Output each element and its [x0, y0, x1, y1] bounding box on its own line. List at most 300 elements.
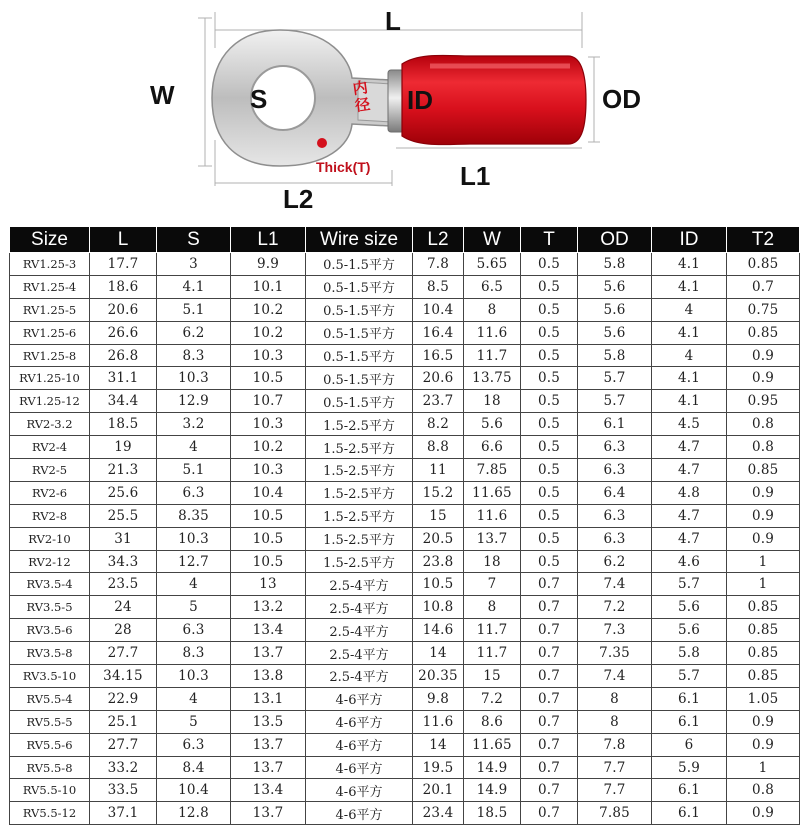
dim-label-w: W — [150, 80, 175, 110]
table-cell: 0.5-1.5平方 — [306, 367, 413, 390]
table-cell: 4.1 — [652, 367, 727, 390]
column-header: W — [464, 227, 521, 253]
table-cell: 0.9 — [727, 733, 800, 756]
table-cell: 0.85 — [727, 596, 800, 619]
table-cell: 0.9 — [727, 367, 800, 390]
table-cell: 10.8 — [413, 596, 464, 619]
table-row — [10, 802, 800, 825]
table-cell: 10.2 — [231, 321, 306, 344]
table-cell: 13.7 — [231, 642, 306, 665]
table-cell: 0.7 — [521, 733, 578, 756]
table-cell: 1.5-2.5平方 — [306, 459, 413, 482]
table-cell: 19 — [90, 436, 157, 459]
table-cell: 0.85 — [727, 253, 800, 276]
table-cell: 20.35 — [413, 665, 464, 688]
table-cell: 0.7 — [521, 710, 578, 733]
table-cell: 4.7 — [652, 504, 727, 527]
table-cell: 4-6平方 — [306, 756, 413, 779]
table-cell: RV3.5-10 — [10, 665, 90, 688]
table-cell: 10.3 — [157, 665, 231, 688]
table-cell: 8.3 — [157, 642, 231, 665]
table-cell: 1.5-2.5平方 — [306, 527, 413, 550]
column-header: T — [521, 227, 578, 253]
table-cell: RV3.5-6 — [10, 619, 90, 642]
table-cell: 5.9 — [652, 756, 727, 779]
table-cell: 27.7 — [90, 642, 157, 665]
table-cell: 10.2 — [231, 436, 306, 459]
table-cell: 0.8 — [727, 779, 800, 802]
table-cell: 0.85 — [727, 459, 800, 482]
table-cell: 12.8 — [157, 802, 231, 825]
column-header: S — [157, 227, 231, 253]
table-cell: 16.5 — [413, 344, 464, 367]
table-cell: 13.4 — [231, 779, 306, 802]
terminal-diagram — [0, 0, 800, 222]
table-cell: 0.85 — [727, 619, 800, 642]
table-cell: 4 — [157, 436, 231, 459]
table-cell: 14.6 — [413, 619, 464, 642]
table-cell: 34.15 — [90, 665, 157, 688]
table-cell: 5.1 — [157, 459, 231, 482]
table-row — [10, 573, 800, 596]
table-cell: 2.5-4平方 — [306, 642, 413, 665]
table-cell: 27.7 — [90, 733, 157, 756]
table-cell: 11 — [413, 459, 464, 482]
table-cell: 26.6 — [90, 321, 157, 344]
table-cell: 3.2 — [157, 413, 231, 436]
table-cell: 4 — [652, 298, 727, 321]
table-cell: 2.5-4平方 — [306, 665, 413, 688]
table-cell: 4.7 — [652, 459, 727, 482]
thickness-marker-icon — [317, 138, 327, 148]
table-cell: 0.7 — [727, 275, 800, 298]
table-cell: 7 — [464, 573, 521, 596]
table-cell: 0.5 — [521, 527, 578, 550]
table-cell: 0.5 — [521, 275, 578, 298]
table-cell: 10.3 — [157, 367, 231, 390]
table-cell: 6.3 — [578, 527, 652, 550]
table-row — [10, 619, 800, 642]
dim-label-s: S — [250, 84, 268, 114]
table-cell: 19.5 — [413, 756, 464, 779]
table-cell: 8.3 — [157, 344, 231, 367]
table-cell: RV2-12 — [10, 550, 90, 573]
table-cell: 4-6平方 — [306, 802, 413, 825]
thickness-label: Thick(T) — [316, 159, 371, 175]
table-cell: 0.9 — [727, 504, 800, 527]
table-cell: 20.6 — [90, 298, 157, 321]
table-cell: 7.3 — [578, 619, 652, 642]
table-cell: 6.2 — [157, 321, 231, 344]
table-cell: 6 — [652, 733, 727, 756]
table-cell: 8 — [464, 596, 521, 619]
table-cell: 10.3 — [231, 459, 306, 482]
table-cell: 23.7 — [413, 390, 464, 413]
dim-label-od: OD — [602, 84, 641, 114]
table-cell: 6.4 — [578, 481, 652, 504]
table-cell: 11.7 — [464, 619, 521, 642]
table-cell: 1.5-2.5平方 — [306, 504, 413, 527]
table-cell: RV5.5-4 — [10, 687, 90, 710]
table-cell: 0.7 — [521, 687, 578, 710]
table-cell: 1.05 — [727, 687, 800, 710]
table-cell: RV1.25-8 — [10, 344, 90, 367]
table-cell: 7.2 — [578, 596, 652, 619]
table-cell: 34.4 — [90, 390, 157, 413]
table-cell: 4.1 — [652, 321, 727, 344]
table-cell: 5.7 — [578, 390, 652, 413]
table-cell: 7.8 — [578, 733, 652, 756]
table-cell: 7.4 — [578, 665, 652, 688]
table-cell: 0.85 — [727, 665, 800, 688]
table-cell: 24 — [90, 596, 157, 619]
table-cell: 4-6平方 — [306, 710, 413, 733]
table-cell: 5.8 — [652, 642, 727, 665]
table-cell: 25.6 — [90, 481, 157, 504]
table-cell: 4.1 — [652, 253, 727, 276]
table-cell: 0.9 — [727, 527, 800, 550]
table-cell: 10.2 — [231, 298, 306, 321]
table-cell: 6.1 — [652, 802, 727, 825]
table-cell: 11.6 — [413, 710, 464, 733]
table-cell: 0.85 — [727, 321, 800, 344]
table-cell: 0.5-1.5平方 — [306, 253, 413, 276]
table-cell: 5.6 — [464, 413, 521, 436]
table-cell: 20.5 — [413, 527, 464, 550]
spec-table — [9, 226, 800, 825]
table-cell: 0.5 — [521, 550, 578, 573]
table-cell: 6.3 — [157, 481, 231, 504]
table-cell: 0.9 — [727, 481, 800, 504]
table-cell: 10.5 — [231, 527, 306, 550]
column-header: L1 — [231, 227, 306, 253]
table-cell: 23.5 — [90, 573, 157, 596]
table-row — [10, 710, 800, 733]
table-cell: 4 — [157, 573, 231, 596]
table-cell: 2.5-4平方 — [306, 619, 413, 642]
table-row — [10, 390, 800, 413]
table-cell: RV3.5-8 — [10, 642, 90, 665]
table-cell: 1.5-2.5平方 — [306, 481, 413, 504]
table-cell: 11.7 — [464, 642, 521, 665]
table-cell: 7.7 — [578, 756, 652, 779]
table-row — [10, 687, 800, 710]
table-cell: RV5.5-8 — [10, 756, 90, 779]
table-cell: 2.5-4平方 — [306, 573, 413, 596]
table-cell: 0.7 — [521, 619, 578, 642]
table-cell: 8 — [578, 687, 652, 710]
table-row — [10, 733, 800, 756]
table-cell: 4.7 — [652, 527, 727, 550]
table-cell: 6.1 — [578, 413, 652, 436]
table-cell: 11.6 — [464, 321, 521, 344]
table-cell: 3 — [157, 253, 231, 276]
table-cell: 4.5 — [652, 413, 727, 436]
table-cell: 10.4 — [231, 481, 306, 504]
table-cell: 13.7 — [464, 527, 521, 550]
table-cell: 18 — [464, 390, 521, 413]
table-cell: 13.2 — [231, 596, 306, 619]
table-cell: 15 — [413, 504, 464, 527]
dim-label-l: L — [385, 6, 401, 36]
column-header: OD — [578, 227, 652, 253]
table-cell: 5.6 — [578, 298, 652, 321]
table-cell: 8.8 — [413, 436, 464, 459]
table-cell: 0.5 — [521, 459, 578, 482]
table-cell: 16.4 — [413, 321, 464, 344]
table-cell: 0.5-1.5平方 — [306, 344, 413, 367]
dim-label-l2: L2 — [283, 184, 314, 214]
table-cell: 7.85 — [464, 459, 521, 482]
table-cell: RV1.25-12 — [10, 390, 90, 413]
table-cell: 0.5-1.5平方 — [306, 275, 413, 298]
table-cell: 13.7 — [231, 733, 306, 756]
table-cell: 1 — [727, 573, 800, 596]
table-cell: 4.1 — [652, 275, 727, 298]
table-cell: 5.65 — [464, 253, 521, 276]
table-cell: 8.35 — [157, 504, 231, 527]
table-cell: 11.6 — [464, 504, 521, 527]
table-cell: 0.5 — [521, 298, 578, 321]
table-cell: 5.8 — [578, 344, 652, 367]
table-cell: 0.5 — [521, 504, 578, 527]
table-cell: 0.7 — [521, 779, 578, 802]
table-cell: 37.1 — [90, 802, 157, 825]
column-header: Wire size — [306, 227, 413, 253]
table-cell: 10.5 — [231, 504, 306, 527]
table-cell: 4.1 — [157, 275, 231, 298]
table-cell: 9.8 — [413, 687, 464, 710]
table-cell: 25.5 — [90, 504, 157, 527]
table-cell: 8 — [464, 298, 521, 321]
table-cell: 5 — [157, 596, 231, 619]
table-cell: RV2-6 — [10, 481, 90, 504]
table-cell: 4.1 — [652, 390, 727, 413]
table-cell: 0.7 — [521, 756, 578, 779]
column-header: ID — [652, 227, 727, 253]
table-cell: 13.8 — [231, 665, 306, 688]
table-row — [10, 321, 800, 344]
table-cell: 0.7 — [521, 665, 578, 688]
table-row — [10, 253, 800, 276]
table-cell: 5.7 — [652, 665, 727, 688]
table-cell: 0.5-1.5平方 — [306, 390, 413, 413]
table-cell: 7.35 — [578, 642, 652, 665]
table-cell: 10.3 — [157, 527, 231, 550]
table-cell: 1 — [727, 756, 800, 779]
table-cell: RV1.25-3 — [10, 253, 90, 276]
table-cell: 14 — [413, 642, 464, 665]
table-cell: 0.8 — [727, 436, 800, 459]
table-cell: 0.5 — [521, 344, 578, 367]
table-cell: 10.4 — [157, 779, 231, 802]
table-cell: 5.8 — [578, 253, 652, 276]
table-cell: 20.6 — [413, 367, 464, 390]
table-cell: 18 — [464, 550, 521, 573]
table-cell: RV1.25-4 — [10, 275, 90, 298]
table-cell: 18.5 — [90, 413, 157, 436]
column-header: L — [90, 227, 157, 253]
table-cell: 5.7 — [578, 367, 652, 390]
table-cell: 31 — [90, 527, 157, 550]
table-cell: 0.5-1.5平方 — [306, 321, 413, 344]
table-cell: 0.5 — [521, 413, 578, 436]
table-cell: 7.8 — [413, 253, 464, 276]
table-cell: 7.7 — [578, 779, 652, 802]
table-cell: 10.4 — [413, 298, 464, 321]
table-header-row — [10, 227, 800, 253]
table-cell: 28 — [90, 619, 157, 642]
table-cell: 26.8 — [90, 344, 157, 367]
table-cell: 13 — [231, 573, 306, 596]
table-cell: 0.7 — [521, 802, 578, 825]
table-cell: RV2-4 — [10, 436, 90, 459]
table-cell: 10.5 — [231, 550, 306, 573]
table-cell: 23.8 — [413, 550, 464, 573]
table-cell: 8.2 — [413, 413, 464, 436]
table-cell: RV5.5-5 — [10, 710, 90, 733]
table-row — [10, 756, 800, 779]
table-row — [10, 527, 800, 550]
dim-label-l1: L1 — [460, 161, 491, 191]
table-cell: 6.1 — [652, 687, 727, 710]
table-row — [10, 413, 800, 436]
table-cell: 12.9 — [157, 390, 231, 413]
table-cell: 15 — [464, 665, 521, 688]
table-cell: 0.5 — [521, 390, 578, 413]
table-row — [10, 436, 800, 459]
table-cell: 0.8 — [727, 413, 800, 436]
table-cell: RV5.5-6 — [10, 733, 90, 756]
table-cell: 4-6平方 — [306, 779, 413, 802]
table-row — [10, 459, 800, 482]
table-cell: 4.6 — [652, 550, 727, 573]
table-cell: 7.4 — [578, 573, 652, 596]
table-cell: RV5.5-12 — [10, 802, 90, 825]
table-cell: 4 — [652, 344, 727, 367]
table-cell: 33.5 — [90, 779, 157, 802]
table-cell: 6.3 — [157, 619, 231, 642]
table-row — [10, 779, 800, 802]
table-cell: 1.5-2.5平方 — [306, 436, 413, 459]
table-cell: 6.3 — [578, 436, 652, 459]
table-cell: 10.5 — [413, 573, 464, 596]
table-cell: 12.7 — [157, 550, 231, 573]
table-row — [10, 550, 800, 573]
table-cell: 10.5 — [231, 367, 306, 390]
inner-diameter-cn-label: 内径 — [351, 78, 372, 115]
table-cell: 11.65 — [464, 733, 521, 756]
table-cell: RV2-8 — [10, 504, 90, 527]
table-cell: 1.5-2.5平方 — [306, 550, 413, 573]
table-cell: 6.2 — [578, 550, 652, 573]
table-cell: 0.85 — [727, 642, 800, 665]
table-cell: 6.3 — [157, 733, 231, 756]
table-cell: 2.5-4平方 — [306, 596, 413, 619]
table-cell: RV2-5 — [10, 459, 90, 482]
table-cell: 5.6 — [652, 619, 727, 642]
table-cell: 14.9 — [464, 779, 521, 802]
table-row — [10, 504, 800, 527]
table-cell: RV1.25-5 — [10, 298, 90, 321]
table-cell: RV1.25-6 — [10, 321, 90, 344]
table-cell: 15.2 — [413, 481, 464, 504]
table-cell: 6.1 — [652, 779, 727, 802]
table-cell: 8.6 — [464, 710, 521, 733]
table-cell: 0.5 — [521, 481, 578, 504]
table-cell: 0.7 — [521, 642, 578, 665]
table-cell: 0.5 — [521, 253, 578, 276]
table-cell: 5.6 — [578, 321, 652, 344]
table-cell: 14.9 — [464, 756, 521, 779]
table-cell: RV2-3.2 — [10, 413, 90, 436]
table-cell: 33.2 — [90, 756, 157, 779]
table-cell: 18.6 — [90, 275, 157, 298]
table-cell: 0.9 — [727, 802, 800, 825]
table-cell: 0.5 — [521, 367, 578, 390]
table-cell: 4 — [157, 687, 231, 710]
table-cell: 0.7 — [521, 596, 578, 619]
table-cell: 5 — [157, 710, 231, 733]
table-cell: RV1.25-10 — [10, 367, 90, 390]
table-row — [10, 642, 800, 665]
table-cell: 5.7 — [652, 573, 727, 596]
table-cell: 0.9 — [727, 344, 800, 367]
table-cell: 0.75 — [727, 298, 800, 321]
table-cell: 4-6平方 — [306, 733, 413, 756]
table-cell: 17.7 — [90, 253, 157, 276]
table-cell: RV3.5-4 — [10, 573, 90, 596]
table-cell: 8 — [578, 710, 652, 733]
table-body — [10, 253, 800, 825]
table-cell: 31.1 — [90, 367, 157, 390]
table-cell: 25.1 — [90, 710, 157, 733]
table-cell: 23.4 — [413, 802, 464, 825]
table-cell: 11.65 — [464, 481, 521, 504]
table-cell: 8.5 — [413, 275, 464, 298]
table-cell: 20.1 — [413, 779, 464, 802]
table-cell: 4.8 — [652, 481, 727, 504]
table-cell: 22.9 — [90, 687, 157, 710]
table-cell: 21.3 — [90, 459, 157, 482]
table-cell: 5.6 — [652, 596, 727, 619]
table-cell: 7.2 — [464, 687, 521, 710]
table-cell: 6.5 — [464, 275, 521, 298]
dim-label-id: ID — [407, 85, 433, 115]
table-cell: 13.7 — [231, 756, 306, 779]
table-cell: 10.7 — [231, 390, 306, 413]
column-header: Size — [10, 227, 90, 253]
table-cell: RV3.5-5 — [10, 596, 90, 619]
table-cell: 10.3 — [231, 344, 306, 367]
table-cell: 1 — [727, 550, 800, 573]
table-cell: 0.9 — [727, 710, 800, 733]
table-cell: 4-6平方 — [306, 687, 413, 710]
table-cell: 10.1 — [231, 275, 306, 298]
table-cell: 13.7 — [231, 802, 306, 825]
table-row — [10, 596, 800, 619]
table-cell: RV2-10 — [10, 527, 90, 550]
table-row — [10, 275, 800, 298]
table-cell: 0.5 — [521, 321, 578, 344]
table-cell: 13.4 — [231, 619, 306, 642]
table-cell: 34.3 — [90, 550, 157, 573]
table-cell: 13.5 — [231, 710, 306, 733]
table-cell: 6.3 — [578, 504, 652, 527]
table-cell: 9.9 — [231, 253, 306, 276]
table-row — [10, 298, 800, 321]
table-cell: 7.85 — [578, 802, 652, 825]
